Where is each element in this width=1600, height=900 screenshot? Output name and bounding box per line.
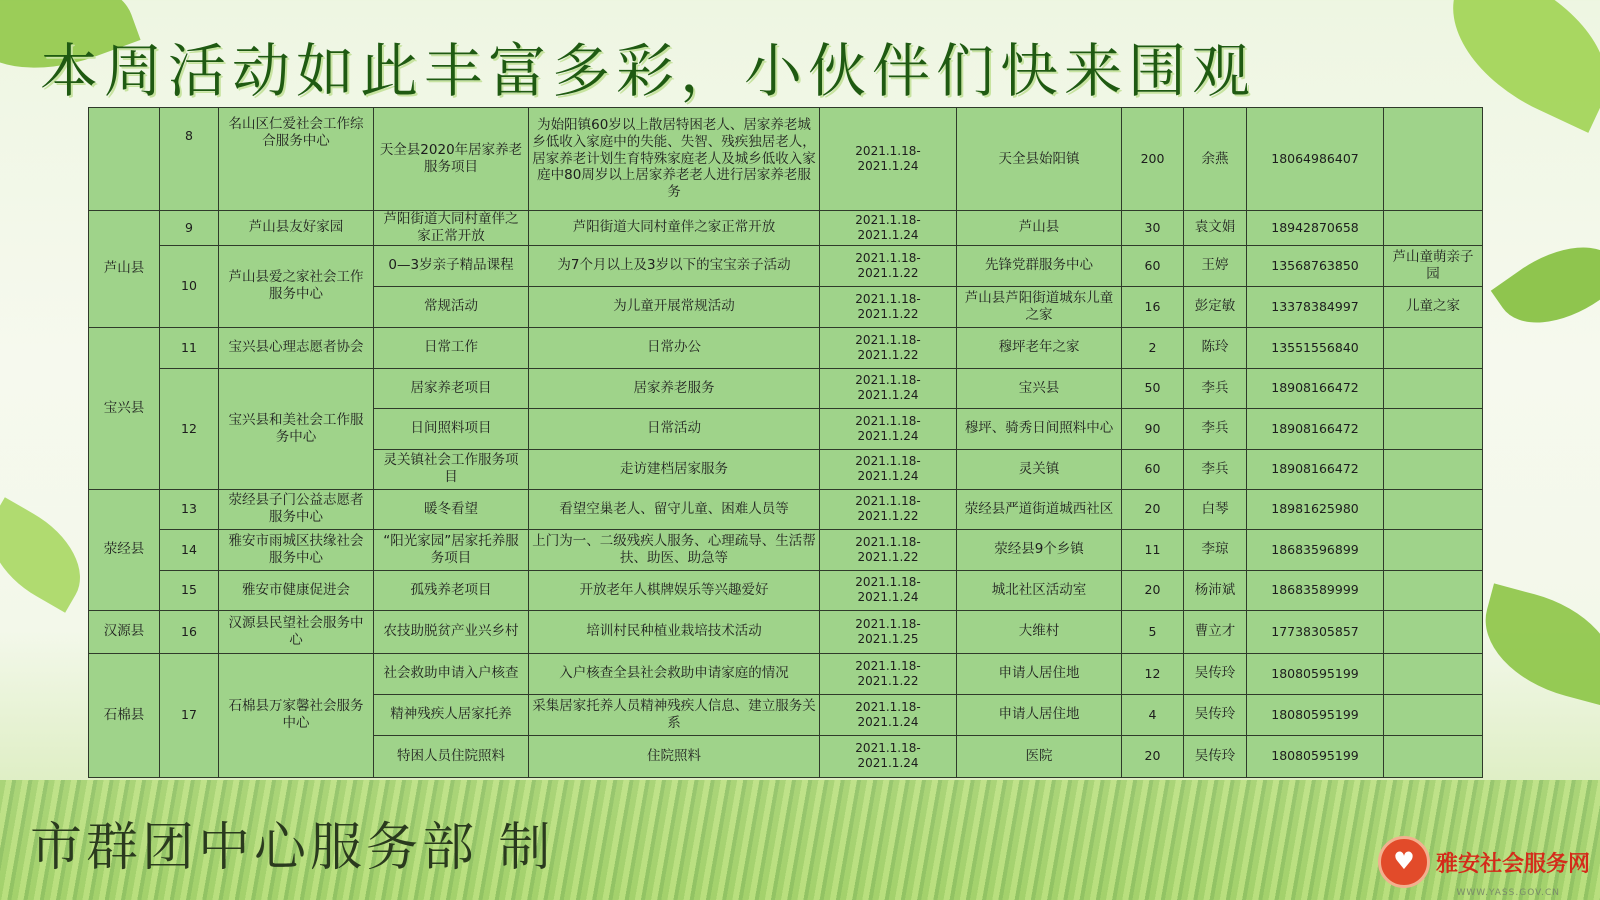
index-cell: 11	[160, 327, 219, 368]
content-cell: 上门为一、二级残疾人服务、心理疏导、生活帮扶、助医、助急等	[529, 529, 820, 570]
index-cell: 17	[160, 653, 219, 777]
count-cell: 12	[1122, 653, 1184, 694]
org-cell: 雅安市雨城区扶缘社会服务中心	[219, 529, 374, 570]
date-start: 2021.1.18-	[855, 616, 921, 631]
note-cell	[1384, 449, 1483, 489]
phone-cell: 18080595199	[1247, 653, 1384, 694]
phone-cell: 17738305857	[1247, 610, 1384, 653]
count-cell: 4	[1122, 694, 1184, 735]
count-cell: 20	[1122, 570, 1184, 610]
count-cell: 60	[1122, 449, 1184, 489]
phone-cell: 18908166472	[1247, 368, 1384, 408]
project-cell: 农技助脱贫产业兴乡村	[374, 610, 529, 653]
project-cell: 居家养老项目	[374, 368, 529, 408]
date-start: 2021.1.18-	[855, 699, 921, 714]
date-end: 2021.1.22	[857, 265, 919, 280]
project-cell: 日常工作	[374, 327, 529, 368]
phone-cell: 13568763850	[1247, 245, 1384, 286]
date-start: 2021.1.18-	[855, 250, 921, 265]
index-cell: 13	[160, 489, 219, 529]
content-cell: 培训村民种植业栽培技术活动	[529, 610, 820, 653]
county-cell: 荥经县	[89, 489, 160, 610]
content-cell: 芦阳街道大同村童伴之家正常开放	[529, 211, 820, 246]
note-cell	[1384, 529, 1483, 570]
date-cell	[820, 108, 957, 211]
date-end: 2021.1.22	[857, 673, 919, 688]
note-cell	[1384, 735, 1483, 777]
place-cell: 申请人居住地	[957, 653, 1122, 694]
date-cell	[820, 327, 957, 368]
date-cell	[820, 286, 957, 327]
contact-cell: 袁文娟	[1184, 211, 1247, 246]
note-cell	[1384, 408, 1483, 449]
date-end: 2021.1.24	[857, 714, 919, 729]
date-cell	[820, 245, 957, 286]
date-cell	[820, 449, 957, 489]
place-cell: 芦山县	[957, 211, 1122, 246]
table-row	[89, 245, 1483, 286]
date-start: 2021.1.18-	[855, 741, 921, 756]
project-cell: 孤残养老项目	[374, 570, 529, 610]
date-start: 2021.1.18-	[855, 454, 921, 469]
content-cell: 为儿童开展常规活动	[529, 286, 820, 327]
count-cell: 20	[1122, 489, 1184, 529]
county-cell	[89, 108, 160, 211]
date-cell	[820, 408, 957, 449]
logo-url: WWW.YASS.GOV.CN	[1456, 888, 1560, 898]
date-start: 2021.1.18-	[855, 144, 921, 158]
project-cell: 精神残疾人居家托养	[374, 694, 529, 735]
index-cell: 9	[160, 211, 219, 246]
heart-hands-icon: ♥	[1378, 836, 1430, 888]
contact-cell: 白琴	[1184, 489, 1247, 529]
project-cell: 特困人员住院照料	[374, 735, 529, 777]
count-cell: 11	[1122, 529, 1184, 570]
project-cell: 日间照料项目	[374, 408, 529, 449]
date-cell	[820, 653, 957, 694]
contact-cell: 李兵	[1184, 368, 1247, 408]
org-cell: 宝兴县和美社会工作服务中心	[219, 368, 374, 489]
project-cell: 灵关镇社会工作服务项目	[374, 449, 529, 489]
table-row	[89, 570, 1483, 610]
index-cell: 16	[160, 610, 219, 653]
date-cell	[820, 694, 957, 735]
county-cell: 石棉县	[89, 653, 160, 777]
content-cell: 采集居家托养人员精神残疾人信息、建立服务关系	[529, 694, 820, 735]
phone-cell: 18080595199	[1247, 694, 1384, 735]
date-end: 2021.1.22	[857, 509, 919, 524]
date-start: 2021.1.18-	[855, 212, 921, 227]
place-cell: 穆坪、骑秀日间照料中心	[957, 408, 1122, 449]
content-cell: 为始阳镇60岁以上散居特困老人、居家养老城乡低收入家庭中的失能、失智、残疾独居老人，居家养老计划生育特殊家庭老人及城乡低收入家庭中80周岁以上居家养老老人进行居家养老服务	[529, 108, 820, 211]
county-cell: 汉源县	[89, 610, 160, 653]
date-end: 2021.1.24	[857, 469, 919, 484]
date-start: 2021.1.18-	[855, 413, 921, 428]
note-cell	[1384, 694, 1483, 735]
county-cell: 芦山县	[89, 211, 160, 328]
leaf-decoration-bottom-right	[1471, 583, 1600, 706]
date-end: 2021.1.24	[857, 756, 919, 771]
content-cell: 走访建档居家服务	[529, 449, 820, 489]
phone-cell: 13378384997	[1247, 286, 1384, 327]
project-cell: 芦阳街道大同村童伴之家正常开放	[374, 211, 529, 246]
phone-cell: 18981625980	[1247, 489, 1384, 529]
place-cell: 穆坪老年之家	[957, 327, 1122, 368]
project-cell: 天全县2020年居家养老服务项目	[374, 108, 529, 211]
date-end: 2021.1.24	[857, 590, 919, 605]
contact-cell: 李兵	[1184, 449, 1247, 489]
count-cell: 200	[1122, 108, 1184, 211]
date-cell	[820, 570, 957, 610]
note-cell	[1384, 211, 1483, 246]
contact-cell: 吴传玲	[1184, 735, 1247, 777]
count-cell: 30	[1122, 211, 1184, 246]
date-start: 2021.1.18-	[855, 658, 921, 673]
content-cell: 居家养老服务	[529, 368, 820, 408]
index-cell: 8	[160, 108, 219, 211]
place-cell: 大维村	[957, 610, 1122, 653]
date-start: 2021.1.18-	[855, 291, 921, 306]
place-cell: 医院	[957, 735, 1122, 777]
count-cell: 5	[1122, 610, 1184, 653]
table-row	[89, 610, 1483, 653]
note-cell	[1384, 610, 1483, 653]
project-cell: 暖冬看望	[374, 489, 529, 529]
date-cell	[820, 529, 957, 570]
place-cell: 宝兴县	[957, 368, 1122, 408]
date-cell	[820, 368, 957, 408]
contact-cell: 吴传玲	[1184, 694, 1247, 735]
contact-cell: 杨沛斌	[1184, 570, 1247, 610]
index-cell: 15	[160, 570, 219, 610]
contact-cell: 余燕	[1184, 108, 1247, 211]
date-start: 2021.1.18-	[855, 534, 921, 549]
content-cell: 日常活动	[529, 408, 820, 449]
project-cell: “阳光家园”居家托养服务项目	[374, 529, 529, 570]
phone-cell: 18908166472	[1247, 449, 1384, 489]
date-end: 2021.1.24	[857, 388, 919, 403]
org-cell: 芦山县友好家园	[219, 211, 374, 246]
index-cell: 14	[160, 529, 219, 570]
count-cell: 50	[1122, 368, 1184, 408]
table-row	[89, 327, 1483, 368]
table-row	[89, 211, 1483, 246]
date-cell	[820, 489, 957, 529]
phone-cell: 18064986407	[1247, 108, 1384, 211]
note-cell: 儿童之家	[1384, 286, 1483, 327]
leaf-decoration-right	[1491, 222, 1600, 348]
note-cell	[1384, 108, 1483, 211]
org-cell: 宝兴县心理志愿者协会	[219, 327, 374, 368]
place-cell: 荥经县严道街道城西社区	[957, 489, 1122, 529]
count-cell: 60	[1122, 245, 1184, 286]
date-end: 2021.1.22	[857, 347, 919, 362]
place-cell: 灵关镇	[957, 449, 1122, 489]
phone-cell: 18942870658	[1247, 211, 1384, 246]
org-cell: 芦山县爱之家社会工作服务中心	[219, 245, 374, 327]
date-end: 2021.1.25	[857, 631, 919, 646]
date-cell	[820, 211, 957, 246]
date-end: 2021.1.22	[857, 549, 919, 564]
activity-table	[88, 107, 1483, 778]
date-cell	[820, 735, 957, 777]
phone-cell: 18683589999	[1247, 570, 1384, 610]
date-start: 2021.1.18-	[855, 494, 921, 509]
place-cell: 芦山县芦阳街道城东儿童之家	[957, 286, 1122, 327]
note-cell	[1384, 653, 1483, 694]
place-cell: 天全县始阳镇	[957, 108, 1122, 211]
contact-cell: 陈玲	[1184, 327, 1247, 368]
project-cell: 0—3岁亲子精品课程	[374, 245, 529, 286]
count-cell: 2	[1122, 327, 1184, 368]
contact-cell: 李琼	[1184, 529, 1247, 570]
content-cell: 日常办公	[529, 327, 820, 368]
contact-cell: 曹立才	[1184, 610, 1247, 653]
leaf-decoration-left	[0, 497, 100, 613]
date-end: 2021.1.24	[857, 227, 919, 242]
count-cell: 16	[1122, 286, 1184, 327]
date-start: 2021.1.18-	[855, 575, 921, 590]
date-cell	[820, 610, 957, 653]
date-start: 2021.1.18-	[855, 373, 921, 388]
footer-credit: 市群团中心服务部 制	[30, 818, 555, 878]
org-cell: 石棉县万家馨社会服务中心	[219, 653, 374, 777]
org-cell: 荥经县子门公益志愿者服务中心	[219, 489, 374, 529]
county-cell: 宝兴县	[89, 327, 160, 489]
date-start: 2021.1.18-	[855, 332, 921, 347]
place-cell: 申请人居住地	[957, 694, 1122, 735]
org-cell: 汉源县民望社会服务中心	[219, 610, 374, 653]
table-row	[89, 529, 1483, 570]
date-end: 2021.1.22	[857, 306, 919, 321]
project-cell: 社会救助申请入户核查	[374, 653, 529, 694]
contact-cell: 李兵	[1184, 408, 1247, 449]
content-cell: 看望空巢老人、留守儿童、困难人员等	[529, 489, 820, 529]
note-cell	[1384, 489, 1483, 529]
org-cell: 名山区仁爱社会工作综合服务中心	[219, 108, 374, 211]
phone-cell: 13551556840	[1247, 327, 1384, 368]
page-title: 本周活动如此丰富多彩，小伙伴们快来围观	[40, 37, 1257, 105]
project-cell: 常规活动	[374, 286, 529, 327]
phone-cell: 18683596899	[1247, 529, 1384, 570]
note-cell	[1384, 368, 1483, 408]
place-cell: 城北社区活动室	[957, 570, 1122, 610]
content-cell: 为7个月以上及3岁以下的宝宝亲子活动	[529, 245, 820, 286]
date-end: 2021.1.24	[857, 428, 919, 443]
count-cell: 90	[1122, 408, 1184, 449]
date-end: 2021.1.24	[857, 159, 919, 173]
org-cell: 雅安市健康促进会	[219, 570, 374, 610]
contact-cell: 吴传玲	[1184, 653, 1247, 694]
count-cell: 20	[1122, 735, 1184, 777]
contact-cell: 王婷	[1184, 245, 1247, 286]
site-logo[interactable]	[1378, 836, 1590, 888]
note-cell	[1384, 570, 1483, 610]
content-cell: 入户核查全县社会救助申请家庭的情况	[529, 653, 820, 694]
index-cell: 12	[160, 368, 219, 489]
index-cell: 10	[160, 245, 219, 327]
note-cell: 芦山童萌亲子园	[1384, 245, 1483, 286]
phone-cell: 18080595199	[1247, 735, 1384, 777]
logo-text: 雅安社会服务网	[1435, 851, 1590, 877]
content-cell: 住院照料	[529, 735, 820, 777]
table-row	[89, 489, 1483, 529]
phone-cell: 18908166472	[1247, 408, 1384, 449]
table-row	[89, 653, 1483, 694]
note-cell	[1384, 327, 1483, 368]
content-cell: 开放老年人棋牌娱乐等兴趣爱好	[529, 570, 820, 610]
place-cell: 先锋党群服务中心	[957, 245, 1122, 286]
contact-cell: 彭定敏	[1184, 286, 1247, 327]
table-row	[89, 368, 1483, 408]
place-cell: 荥经县9个乡镇	[957, 529, 1122, 570]
table-row	[89, 108, 1483, 211]
